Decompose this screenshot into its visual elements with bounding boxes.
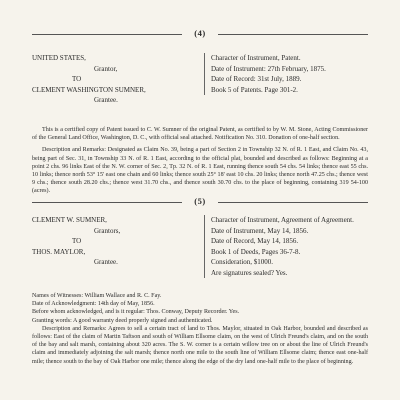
- book-page: Book 5 of Patents. Page 301-2.: [211, 85, 298, 94]
- grantee-role: Grantee.: [94, 96, 118, 104]
- acknowledgment-date-line: Date of Acknowledgment: 14th day of May, 1856.: [32, 301, 155, 308]
- grantor-role: Grantor,: [94, 64, 118, 73]
- description-paragraph: Description and Remarks: Designated as Claim No. 39, being a part of Section 2 in Township 32 N. of R. 1 East, and Claim No. 43, being part of Sec. 31, in Township 33 N. of R. 1 East, according to the official plat, bounded and described as follows: Beginning at a point 2 chs. 96 links East of the N. W. corner of Sec. 2, Tp. 32 N. of R. 1 East, running thence south 54 chs. 54 links; thence east 55 chs. 10 links; thence north 53° 15' east one chain and 60 links; thence south 25° 18' east 10 chs. 20 links; thence north 47.25 chs.; thence west 9 chs.; thence south 28.20 chs.; thence west 31.70 chs., and thence south 30.70 chs. to the place of beginning, containing 319 54-100 (acres).: [32, 147, 368, 195]
- record-date: Date of Record, May 14, 1856.: [211, 237, 299, 245]
- section-5-separator: [32, 198, 368, 208]
- rule-right: [218, 202, 368, 203]
- section-5-number: (5): [194, 196, 206, 206]
- instrument-character: Character of Instrument, Agreement of Agreement.: [211, 216, 354, 224]
- rule-right: [218, 34, 368, 35]
- section-4-parties: [32, 53, 202, 106]
- to-label: TO: [72, 75, 82, 83]
- rule-left: [32, 34, 182, 35]
- section-4-separator: [32, 30, 368, 40]
- section-4-details: [204, 53, 375, 95]
- grantor-name: UNITED STATES,: [32, 54, 86, 62]
- book-pages: Book 1 of Deeds, Pages 36-7-8.: [211, 247, 301, 256]
- grantor-name: CLEMENT W. SUMNER,: [32, 216, 107, 224]
- section-5-details: [204, 215, 375, 278]
- to-label: TO: [72, 237, 82, 245]
- record-date: Date of Record: 31st July, 1889.: [211, 75, 302, 83]
- rule-left: [32, 202, 182, 203]
- section-4-body: [32, 126, 368, 196]
- grantee-name: THOS. MAYLOR,: [32, 247, 86, 256]
- grantor-role: Grantors,: [94, 226, 121, 235]
- acknowledged-before-line: Before whom acknowledged, and is it regular: Thos. Conway, Deputy Recorder. Yes.: [32, 309, 240, 316]
- grantee-role: Grantee.: [94, 258, 118, 266]
- section-5-body: [32, 292, 368, 370]
- section-4-number: (4): [194, 28, 206, 38]
- description-paragraph: Description and Remarks: Agrees to sell a certain tract of land to Thos. Maylor, situated in Oak Harbor, bounded and described as follows: East of the claim of Martin Taftson and south of William Ellsome claim, on the west of Ulrich Freund's claim, and on the south of the bay and salt marsh, containing about 320 acres. The S. W. corner is a certain willow tree on or about the line of Ulrich Freund's claim and immediately adjoining the salt marsh; thence north one mile to the south line of William Ellsome claim; thence east one-half mile; thence south to the bay of Oak Harbor one mile; thence along the edge of the dry land one-half mile to the place of beginning.: [32, 325, 368, 365]
- witnesses-line: Names of Witnesses: William Wallace and R. C. Fay.: [32, 293, 162, 299]
- signatures-sealed: Are signatures sealed? Yes.: [211, 268, 288, 277]
- grantee-name: CLEMENT WASHINGTON SUMNER,: [32, 85, 146, 94]
- consideration: Consideration, $1000.: [211, 258, 274, 266]
- instrument-date: Date of Instrument: 27th February, 1875.: [211, 64, 326, 73]
- section-5-header: [32, 215, 368, 281]
- instrument-character: Character of Instrument, Patent.: [211, 54, 301, 62]
- section-4-header: [32, 53, 368, 103]
- instrument-date: Date of Instrument, May 14, 1856.: [211, 226, 309, 235]
- section-5-parties: [32, 215, 202, 268]
- certification-paragraph: This is a certified copy of Patent issued to C. W. Sumner of the original Patent, as certified to by W. M. Stone, Acting Commissioner of the General Land Office, Washington, D. C., with official seal attached. Notification No. 310. Donation of one-half section.: [32, 127, 368, 142]
- granting-words-line: Granting words: A good warranty deed properly signed and authenticated.: [32, 317, 213, 324]
